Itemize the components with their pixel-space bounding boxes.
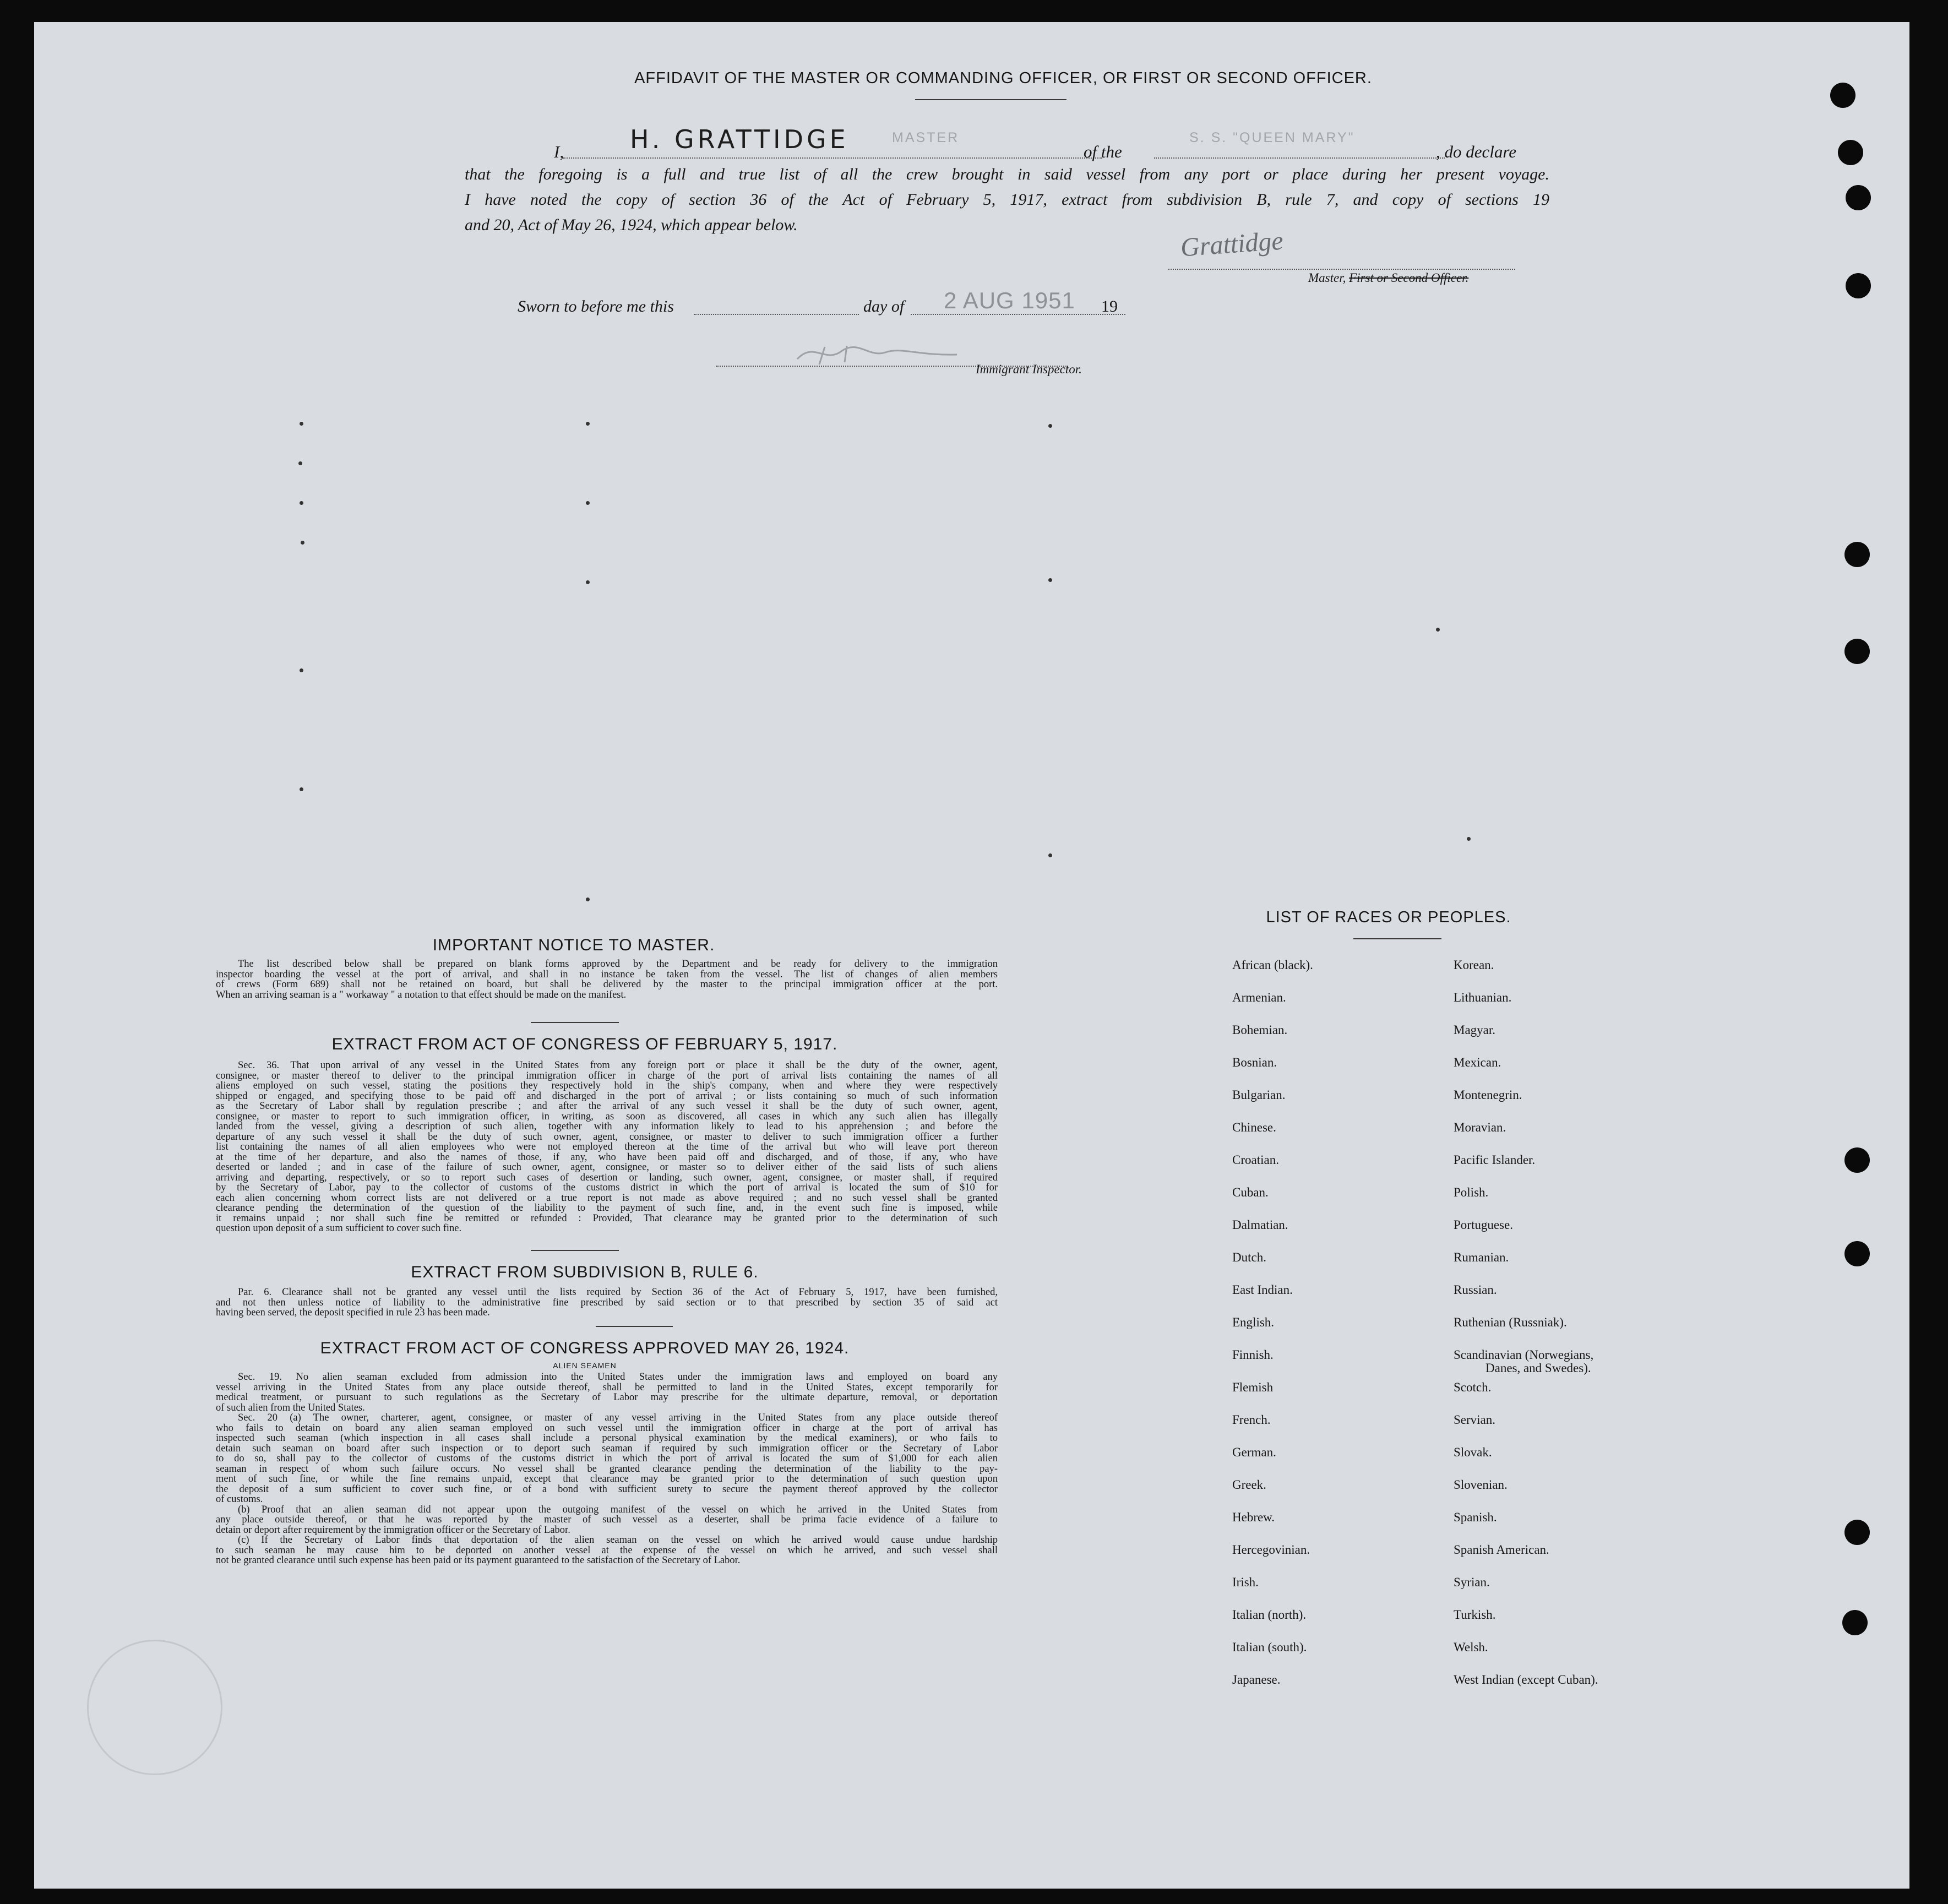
sworn-month-line (911, 314, 1125, 315)
race-item: Portuguese. (1454, 1218, 1513, 1232)
divider (1353, 938, 1441, 939)
punch-hole (1844, 1241, 1870, 1266)
race-item: Italian (north). (1232, 1608, 1307, 1622)
extract-1924-line: not be granted clearance until such expense has been paid or its payment guaranteed to the satisfaction of the Secretary of Labor. (216, 1555, 741, 1566)
extract-1917-line: aliens employed on such vessel, stating the positions they respectively hold in the ship's company, when and where they were respectively (216, 1080, 998, 1091)
year-prefix: 19 (1101, 297, 1118, 315)
subdivision-body (216, 1287, 998, 1318)
form-mark (298, 461, 302, 465)
extract-1917-line: each alien concerning whom correct lists are not delivered or a true report is not made as above required ; and no such vessel shall be granted (216, 1192, 998, 1204)
extract-1924-line: detain such seaman on board after such inspection or to deport such seaman if required by such immigration officer or the Secretary of Labor (216, 1443, 998, 1454)
sworn-label: Sworn to before me this (518, 297, 674, 315)
struck-caption: First or Second Officer. (1349, 271, 1469, 285)
extract-1924-line: Sec. 19. No alien seaman excluded from admission into the United States under the immigration laws and employed on board any (238, 1372, 998, 1383)
form-mark (300, 501, 303, 505)
form-mark (586, 580, 590, 584)
extract-1917-line: list containing the names of all alien employees who were not employed thereon at the time of the arrival but who will leave port thereon (216, 1141, 998, 1152)
extract-1924-line: of customs. (216, 1494, 263, 1505)
master-name-handwritten: H. GRATTIDGE (630, 124, 849, 154)
form-mark (1436, 628, 1440, 632)
punch-hole (1844, 639, 1870, 664)
race-item: Dalmatian. (1232, 1218, 1288, 1232)
name-line (563, 157, 1102, 159)
divider (531, 1250, 619, 1251)
race-item: Bosnian. (1232, 1056, 1277, 1069)
race-item: Armenian. (1232, 991, 1286, 1004)
form-mark (300, 787, 303, 791)
extract-1924-line: to do so, shall pay to the collector of customs of the customs district in which the port of arrival is located the sum of $1,000 for each alien (216, 1453, 998, 1464)
race-item: Turkish. (1454, 1608, 1496, 1622)
extract-1917-line: Sec. 36. That upon arrival of any vessel in the United States from any foreign port or place it shall be the duty of the owner, agent, (238, 1060, 998, 1071)
extract-1917-line: question upon deposit of a sum sufficient to cover such fine. (216, 1223, 462, 1234)
race-item: Korean. (1454, 958, 1494, 972)
form-mark (1048, 424, 1052, 428)
subdivision-line: having been served, the deposit specified in rule 23 has been made. (216, 1307, 490, 1318)
race-item: Lithuanian. (1454, 991, 1512, 1004)
race-item: Greek. (1232, 1478, 1266, 1492)
day-of-label: day of (863, 297, 905, 315)
subdivision-line: and not then unless notice of liability to the administrative fine prescribed by said section or to that prescribed by section 35 of said act (216, 1297, 998, 1308)
race-item: Finnish. (1232, 1348, 1274, 1362)
affidavit-body-line-2: I have noted the copy of section 36 of the Act of February 5, 1917, extract from subdivision B, rule 7, and copy of sections 19 (465, 191, 1549, 209)
race-item: German. (1232, 1445, 1276, 1459)
extract-1917-line: as the Secretary of Labor shall by regulation prescribe ; and after the arrival of any such vessel it shall be the duty of such owner, agent, (216, 1101, 998, 1112)
punch-hole (1830, 83, 1856, 108)
i-label: I, (554, 142, 564, 161)
punch-hole (1846, 273, 1871, 298)
race-item: Chinese. (1232, 1120, 1276, 1134)
form-mark (1048, 853, 1052, 857)
extract-1917-line: at the time of her departure, and also the names of those, if any, who have been paid off and discharged, and of those, if any, who have (216, 1151, 998, 1163)
punch-hole (1838, 140, 1863, 165)
race-item: Scotch. (1454, 1380, 1492, 1394)
form-mark (301, 541, 304, 545)
race-item: Japanese. (1232, 1673, 1281, 1687)
extract-1924-line: to such seaman he may cause him to be deported on another vessel at the expense of the vessel on which he arrived, and such vessel shall (216, 1544, 998, 1556)
form-mark (586, 897, 590, 901)
race-item: Spanish. (1454, 1510, 1497, 1524)
extract-1924-line: (b) Proof that an alien seaman did not appear upon the outgoing manifest of the vessel on which he arrived in the United States from (238, 1504, 998, 1515)
race-item: Flemish (1232, 1380, 1274, 1394)
inspector-caption: Immigrant Inspector. (976, 362, 1082, 376)
notice-title: IMPORTANT NOTICE TO MASTER. (432, 936, 715, 954)
title-underline (915, 99, 1066, 100)
extract-1917-title: EXTRACT FROM ACT OF CONGRESS OF FEBRUARY 5, 1917. (331, 1035, 838, 1053)
divider (531, 1022, 619, 1023)
extract-1924-line: seaman in respect of whom such failure occurs. No vessel shall be granted clearance pending the determination of the liability to the pay- (216, 1463, 998, 1475)
race-item: Dutch. (1232, 1250, 1266, 1264)
race-item: Montenegrin. (1454, 1088, 1522, 1102)
do-declare-label: , do declare (1436, 142, 1517, 161)
race-item: African (black). (1232, 958, 1313, 972)
notice-line: of crews (Form 689) shall not be retained on board, but shall be delivered by the master to the principal immigration officer at the port. (216, 979, 998, 990)
alien-seamen-subtitle: ALIEN SEAMEN (553, 1361, 617, 1370)
date-stamp: 2 AUG 1951 (944, 287, 1075, 313)
subdivision-title: EXTRACT FROM SUBDIVISION B, RULE 6. (411, 1263, 759, 1281)
race-item: East Indian. (1232, 1283, 1293, 1297)
extract-1924-line: vessel arriving in the United States from any place outside thereof, shall be permitted to land in the United States, except temporarily for (216, 1381, 998, 1393)
race-item: Russian. (1454, 1283, 1497, 1297)
signature-line (1168, 269, 1515, 270)
race-item: Welsh. (1454, 1640, 1488, 1654)
notice-line: When an arriving seaman is a " workaway " a notation to that effect should be made on the manifest. (216, 989, 627, 1000)
document-page (34, 22, 1909, 1889)
extract-1917-line: it remains unpaid ; nor shall such fine be remitted or refunded : Provided, That clearance may be granted prior to the determination of such (216, 1212, 998, 1224)
divider (596, 1326, 673, 1327)
race-item: French. (1232, 1413, 1271, 1427)
extract-1917-line: clearance pending the determination of the question of the liability to the payment of such fine, and, in the event such fine is imposed, while (216, 1203, 998, 1214)
extract-1924-title: EXTRACT FROM ACT OF CONGRESS APPROVED MAY 26, 1924. (320, 1339, 850, 1357)
extract-1924-line: detain or deport after requirement by the immigration officer or the Secretary of Labor. (216, 1524, 570, 1536)
races-title: LIST OF RACES OR PEOPLES. (1266, 909, 1511, 926)
race-item: West Indian (except Cuban). (1454, 1673, 1598, 1687)
master-caption (1308, 271, 1468, 285)
inspector-signature (792, 336, 968, 369)
race-item: Spanish American. (1454, 1543, 1549, 1557)
race-item: Italian (south). (1232, 1640, 1307, 1654)
extract-1917-line: departure of any such vessel it shall be the duty of such owner, agent, consignee, or master to deliver to such immigration officer a further (216, 1131, 998, 1143)
inspector-signature-scrawl (792, 336, 968, 369)
race-item: Cuban. (1232, 1185, 1269, 1199)
race-item: Irish. (1232, 1575, 1259, 1589)
sworn-day-line (694, 314, 859, 315)
form-mark (586, 501, 590, 505)
extract-1917-line: arriving and departing, respectively, or so to report such cases of desertion or landing, such owner, agent, consignee, or master shall, if required (216, 1172, 998, 1183)
form-mark (1467, 837, 1471, 841)
race-item: Polish. (1454, 1185, 1489, 1199)
master-stamp: MASTER (892, 130, 960, 145)
extract-1917-line: consignee, or master to report to such immigration officer, in writing, as soon as discovered, all cases in which any such alien has illegally (216, 1111, 998, 1122)
extract-1924-line: any place outside thereof, or that he was reported by the master of such vessel as a deserter, shall be prima facie evidence of a failure to (216, 1514, 998, 1525)
notice-line: inspector boarding the vessel at the port of arrival, and shall in no instance be taken from the vessel. The list of changes of alien members (216, 969, 998, 980)
extract-1917-body (216, 1060, 998, 1234)
race-item: Pacific Islander. (1454, 1153, 1536, 1167)
extract-1924-line: medical treatment, or pursuant to such regulations as the Secretary of Labor may prescribe for the ultimate departure, removal, or deportation (216, 1392, 998, 1403)
form-mark (586, 422, 590, 426)
extract-1917-line: deserted or landed ; and in case of the failure of such owner, agent, consignee, or master so to deliver either of the said lists of such aliens (216, 1162, 998, 1173)
extract-1924-line: inspected such seaman (which inspection in all cases shall include a personal physical examination by the medical examiners), or who fails to (216, 1433, 998, 1444)
extract-1917-line: consignee, or master thereof to deliver to the principal immigration officer in charge of the port of arrival lists containing the names of all (216, 1070, 998, 1081)
extract-1917-line: by the Secretary of Labor, pay to the collector of customs of the customs district in which the port of arrival is located the sum of $10 for (216, 1182, 998, 1193)
race-item: Moravian. (1454, 1120, 1506, 1134)
punch-hole (1844, 1147, 1870, 1173)
extract-1917-line: shipped or engaged, and specifying those to be paid off and discharged in the port of arrival ; or lists containing so much of such information (216, 1090, 998, 1102)
extract-1924-line: the deposit of a sum sufficient to cover such fine, or of a bond with sufficient surety to secure the payment thereof approved by the collector (216, 1483, 998, 1495)
extract-1924-body (216, 1372, 998, 1566)
race-item: English. (1232, 1315, 1275, 1329)
vessel-line (1154, 157, 1445, 159)
notice-body (216, 959, 998, 1000)
extract-1924-line: who fails to detain on board any alien seaman employed on such vessel until the immigration officer in charge at the port of arrival has (216, 1422, 998, 1434)
form-mark (300, 422, 303, 426)
master-caption-label: Master, (1308, 271, 1346, 285)
race-item-continuation: Danes, and Swedes). (1486, 1361, 1591, 1375)
vessel-name-stamp: S. S. "QUEEN MARY" (1189, 130, 1355, 145)
punch-hole (1846, 185, 1871, 210)
punch-hole (1842, 1610, 1868, 1635)
notice-line: The list described below shall be prepared on blank forms approved by the Department and be ready for delivery to the immigration (238, 959, 998, 970)
affidavit-body-line-3: and 20, Act of May 26, 1924, which appear below. (465, 216, 798, 234)
extract-1924-line: of such alien from the United States. (216, 1402, 365, 1413)
extract-1917-line: landed from the vessel, giving a description of such alien, together with any information likely to lead to his apprehension ; and before the (216, 1121, 998, 1132)
race-item: Ruthenian (Russniak). (1454, 1315, 1567, 1329)
race-item: Croatian. (1232, 1153, 1279, 1167)
race-item: Bulgarian. (1232, 1088, 1286, 1102)
race-item: Slovak. (1454, 1445, 1492, 1459)
circular-stamp (87, 1640, 222, 1775)
race-item: Bohemian. (1232, 1023, 1288, 1037)
race-item: Servian. (1454, 1413, 1496, 1427)
race-item: Hercegovinian. (1232, 1543, 1310, 1557)
race-item: Slovenian. (1454, 1478, 1508, 1492)
master-signature: Grattidge (1179, 226, 1285, 263)
punch-hole (1844, 542, 1870, 567)
race-item: Rumanian. (1454, 1250, 1509, 1264)
race-item: Mexican. (1454, 1056, 1501, 1069)
punch-hole (1844, 1520, 1870, 1545)
race-item: Syrian. (1454, 1575, 1490, 1589)
subdivision-line: Par. 6. Clearance shall not be granted any vessel until the lists required by Section 36 of the Act of February 5, 1917, have been furnished, (238, 1287, 998, 1298)
race-item: Magyar. (1454, 1023, 1496, 1037)
race-item: Hebrew. (1232, 1510, 1275, 1524)
race-item: Scandinavian (Norwegians, (1454, 1348, 1594, 1362)
form-mark (1048, 578, 1052, 582)
extract-1924-line: Sec. 20 (a) The owner, charterer, agent, consignee, or master of any vessel arriving in the United States from any place outside thereof (238, 1412, 998, 1423)
extract-1924-line: (c) If the Secretary of Labor finds that deportation of the alien seaman on the vessel on which he arrived would cause undue hardship (238, 1535, 998, 1546)
affidavit-body-line-1: that the foregoing is a full and true list of all the crew brought in said vessel from any port or place during her present voyage. (465, 165, 1549, 183)
extract-1924-line: ment of such fine, or while the fine remains unpaid, except that clearance may be granted prior to the determination of such question upon (216, 1473, 998, 1484)
affidavit-title: AFFIDAVIT OF THE MASTER OR COMMANDING OFFICER, OR FIRST OR SECOND OFFICER. (634, 69, 1372, 87)
of-the-label: of the (1084, 142, 1122, 161)
form-mark (300, 668, 303, 672)
